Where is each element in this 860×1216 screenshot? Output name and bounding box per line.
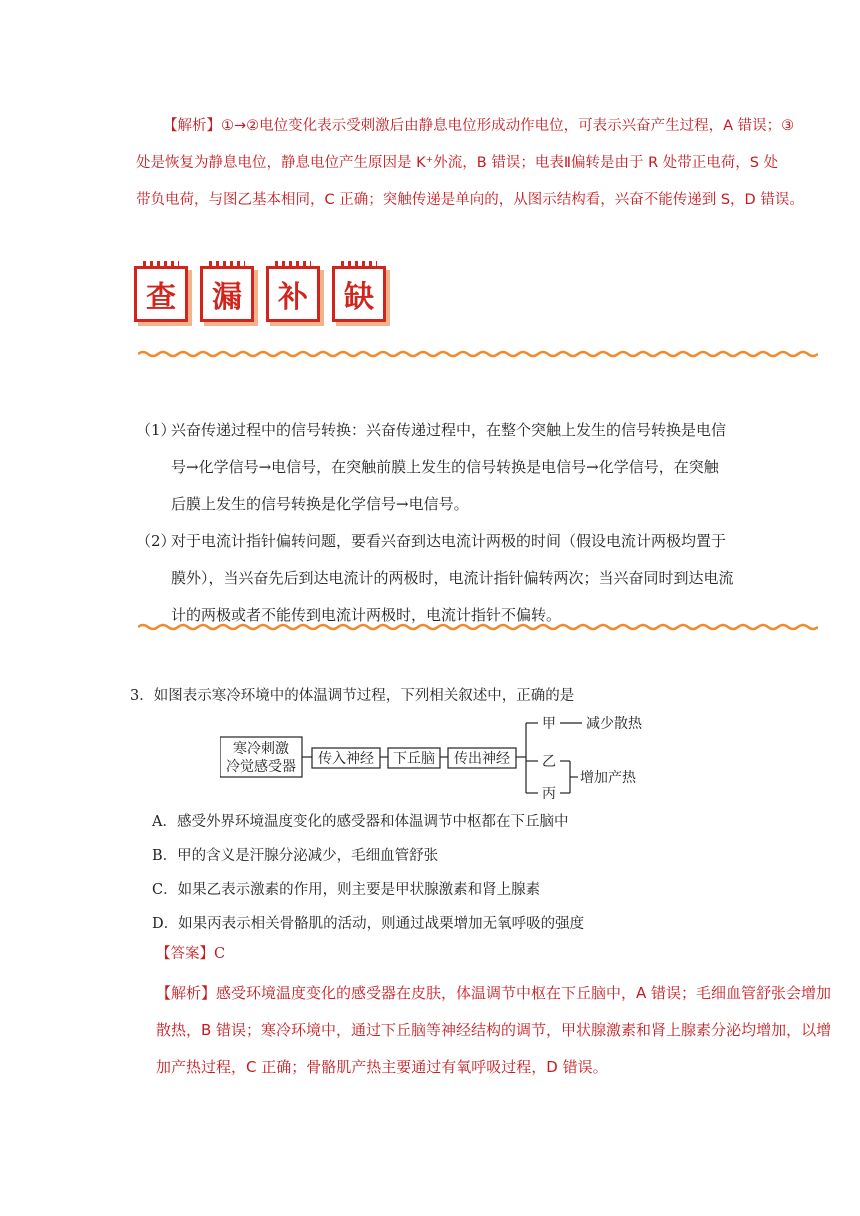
analysis-top-line-3: 带负电荷，与图乙基本相同，C 正确；突触传递是单向的，从图示结构看，兴奋不能传递到 S，D 错误。	[136, 192, 804, 208]
option-d: D．如果丙表示相关骨骼肌的活动，则通过战栗增加无氧呼吸的强度	[152, 916, 585, 932]
effect-reduce-heat-loss: 减少散热	[586, 716, 642, 732]
options-list	[152, 808, 802, 944]
banner-tile-3: 补	[266, 266, 320, 322]
analysis-bottom-line-3: 加产热过程，C 正确；骨骼肌产热主要通过有氧呼吸过程，D 错误。	[156, 1058, 608, 1076]
box-hypothalamus-label: 下丘脑	[393, 751, 435, 767]
analysis-top	[136, 108, 853, 219]
answer-line	[156, 942, 225, 963]
analysis-top-line-2: 处是恢复为静息电位，静息电位产生原因是 K⁺外流，B 错误；电表Ⅱ偏转是由于 R 处带正电荷，S 处	[136, 155, 779, 171]
box-efferent-label: 传出神经	[454, 751, 510, 767]
answer-value: C	[214, 946, 226, 962]
option-b: B．甲的含义是汗腺分泌减少，毛细血管舒张	[152, 848, 439, 864]
supplement-item-2-line-3: 计的两极或者不能传到电流计两极时，电流计指针不偏转。	[171, 606, 562, 624]
analysis-bottom-line-1: 【解析】感受环境温度变化的感受器在皮肤，体温调节中枢在下丘脑中，A 错误；毛细血管舒张会增加	[156, 984, 832, 1002]
branch-bing: 丙	[542, 786, 556, 802]
question-stem: 3．如图表示寒冷环境中的体温调节过程，下列相关叙述中，正确的是	[130, 688, 575, 704]
supplement-item-1	[136, 412, 756, 523]
branch-yi: 乙	[542, 754, 556, 770]
supplement-item-1-line-1: 兴奋传递过程中的信号转换：兴奋传递过程中，在整个突触上发生的信号转换是电信	[171, 421, 727, 439]
wavy-divider-top	[138, 350, 818, 358]
thermoregulation-diagram	[220, 713, 660, 803]
wavy-divider-bottom	[138, 623, 818, 631]
supplement-item-1-line-2: 号→化学信号→电信号，在突触前膜上发生的信号转换是电信号→化学信号，在突触	[171, 458, 719, 476]
box-afferent-label: 传入神经	[318, 751, 374, 767]
banner-tile-2: 漏	[200, 266, 254, 322]
effect-increase-heat: 增加产热	[580, 770, 636, 786]
supplement-list	[136, 412, 756, 634]
analysis-top-line-1: 【解析】①→②电位变化表示受刺激后由静息电位形成动作电位，可表示兴奋产生过程，A 错误；③	[163, 118, 795, 134]
analysis-bottom-line-2: 散热，B 错误；寒冷环境中，通过下丘脑等神经结构的调节，甲状腺激素和肾上腺素分泌均增加，以增	[156, 1021, 832, 1039]
analysis-bottom	[156, 975, 846, 1086]
supplement-item-1-number: （1）	[136, 421, 176, 439]
answer-label: 【答案】	[156, 946, 214, 962]
supplement-item-2-line-2: 膜外），当兴奋先后到达电流计的两极时，电流计指针偏转两次；当兴奋同时到达电流	[171, 569, 734, 587]
section-banner	[134, 266, 386, 330]
branch-jia: 甲	[542, 716, 556, 732]
option-c: C．如果乙表示激素的作用，则主要是甲状腺激素和肾上腺素	[152, 882, 541, 898]
supplement-item-2	[136, 523, 756, 634]
supplement-item-2-number: （2）	[136, 532, 176, 550]
supplement-item-1-line-3: 后膜上发生的信号转换是化学信号→电信号。	[171, 495, 469, 513]
option-a: A．感受外界环境温度变化的感受器和体温调节中枢都在下丘脑中	[152, 814, 569, 830]
banner-tile-1: 查	[134, 266, 188, 322]
supplement-item-2-line-1: 对于电流计指针偏转问题，要看兴奋到达电流计两极的时间（假设电流计两极均置于	[171, 532, 727, 550]
box-receptor-line-1: 寒冷刺激	[233, 741, 289, 757]
banner-tile-4: 缺	[332, 266, 386, 322]
box-receptor-line-2: 冷觉感受器	[226, 759, 296, 775]
